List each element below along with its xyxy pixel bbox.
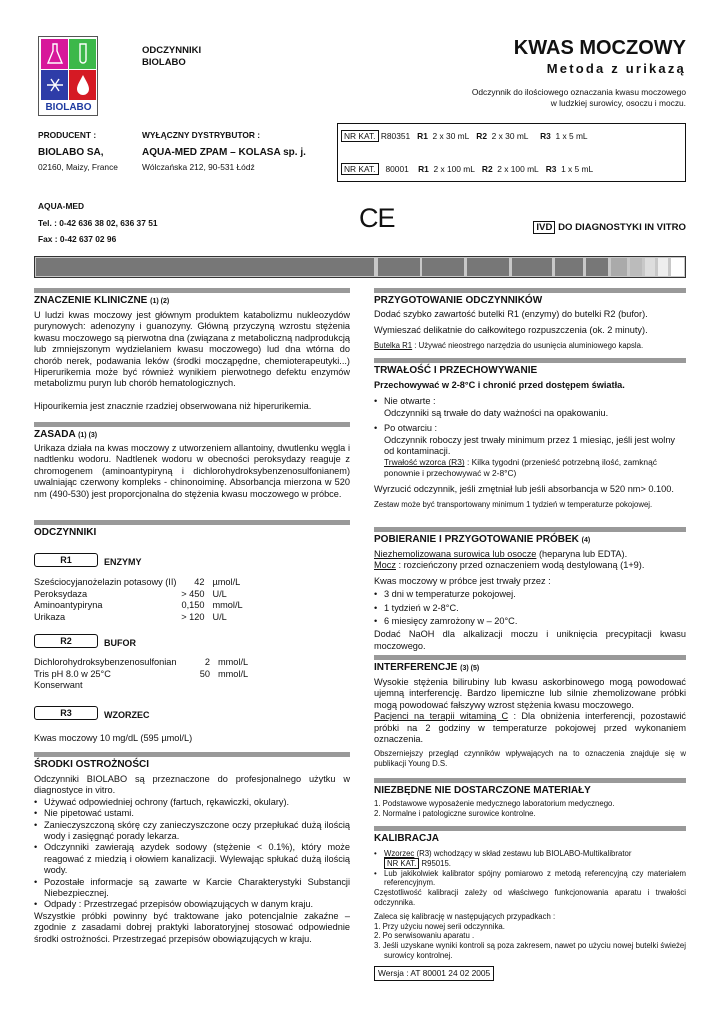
std-label: Wzorzec [384, 849, 415, 858]
cell-value: > 450 [181, 588, 205, 599]
reagents-brand-line2: BIOLABO [142, 57, 186, 68]
bar-segment [586, 258, 608, 276]
table-row [34, 600, 243, 612]
page-subtitle: Metoda z urikazą [546, 61, 686, 76]
unopened-text: Odczynniki są trwałe do daty ważności na opakowaniu. [384, 407, 609, 418]
heading-text: KALIBRACJA [374, 833, 439, 844]
producer-name: BIOLABO SA, [38, 147, 104, 158]
heading-text: ŚRODKI OSTROŻNOŚCI [34, 759, 150, 770]
catalog-r2: R2 [481, 164, 493, 174]
safety-outro: Wszystkie próbki powinny być traktowane jako potencjalnie zakaźne – zgodnie z zasadami dobrej praktyki laboratoryjnej stosować odpowiednie środki ostrożności. Przestrzegać przepisów obowiązujących w kraju. [34, 910, 350, 944]
table-row [34, 657, 248, 669]
biolabo-logo [38, 36, 98, 116]
list-item: • 1 tydzień w 2-8°C. [374, 603, 686, 614]
cell-value: > 120 [181, 611, 205, 622]
bar-segment [658, 258, 668, 276]
stability-transport: Zestaw może być transportowany minimum 1 tydzień w temperaturze pokojowej. [374, 500, 653, 510]
section-calibration-heading [374, 826, 686, 845]
reagent-r3-box: R3 [34, 706, 98, 720]
heading-text: INTERFERENCJE [374, 662, 458, 673]
catalog-r1: R1 [418, 164, 429, 174]
heading-ref: (4) [581, 537, 591, 544]
ce-mark: CE [359, 203, 395, 233]
calibration-cases [374, 922, 686, 961]
catalog-box [337, 123, 686, 182]
bar-segment [645, 258, 655, 276]
reagent-r1-table [34, 577, 243, 623]
table-row [34, 612, 243, 624]
calibrator-nr: R95015. [419, 858, 451, 868]
opened-label: • Po otwarciu : [384, 423, 438, 434]
catalog-r3-vol: 1 x 5 mL [561, 164, 594, 174]
list-item [374, 396, 686, 419]
list-item: • Odpady : Przestrzegać przepisów obowiązujących w danym kraju. [34, 899, 350, 910]
cell-unit: mmol/L [218, 657, 249, 667]
catalog-r2: R2 [476, 131, 488, 141]
stability-list [374, 396, 686, 478]
opened-text: Odczynnik roboczy jest trwały minimum przez 1 miesiąc, jeśli jest wolny od kontaminacji. [384, 434, 676, 457]
bar-segment [378, 258, 420, 276]
heading-ref: (3) (5) [460, 665, 480, 672]
reagent-r1-name: ENZYMY [104, 557, 142, 567]
sampling-list [374, 589, 686, 627]
heading-text: POBIERANIE I PRZYGOTOWANIE PRÓBEK [374, 534, 579, 545]
catalog-row [341, 131, 588, 142]
reagent-r3-text: Kwas moczowy 10 mg/dL (595 µmol/L) [34, 733, 193, 743]
bar-segment [611, 258, 627, 276]
reagent-r1-box: R1 [34, 553, 98, 567]
description-line1: Odczynnik do ilościowego oznaczania kwasu moczowego [471, 87, 686, 97]
table-row [34, 577, 243, 589]
list-item: • Odczynniki zawierają azydek sodowy (stężenie < 0.1%), który może reagować z miedzią i ołowiem kanalizacji. Wylewając spłukać dużą ilością wody. [34, 842, 350, 876]
cell-value: 2 [204, 657, 210, 667]
cell-label: Urikaza [34, 611, 66, 622]
stability-discard: Wyrzucić odczynnik, jeśli zmętniał lub jeśli absorbancja w 520 nm> 0.100. [374, 483, 674, 494]
cell-value [194, 680, 218, 692]
cell-unit: mmol/L [212, 600, 243, 611]
table-row [34, 680, 248, 692]
list-item: • 6 miesięcy zamrożony w – 20°C. [374, 616, 686, 627]
bar-segment [555, 258, 583, 276]
unopened-label: • Nie otwarte : [384, 396, 436, 407]
bar-segment [422, 258, 464, 276]
reagents-brand-line1: ODCZYNNIKI [142, 45, 202, 56]
list-item: 3. Jeśli uzyskane wyniki kontroli są poza zakresem, nawet po użyciu nowej butelki świeżej surowicy kontrolnej. [374, 941, 686, 960]
bar-segment [36, 258, 374, 276]
urine-text: : rozcieńczony przed oznaczeniem wodą destylowaną (1+9). [395, 560, 645, 571]
preparation-text2: Wymieszać delikatnie do całkowitego rozpuszczenia (ok. 2 minuty). [374, 325, 648, 336]
list-item: 2. Normalne i patologiczne surowice kontrolne. [374, 808, 536, 818]
list-item: • Nie pipetować ustami. [34, 808, 350, 819]
section-safety-heading [34, 752, 350, 771]
list-item: • Pozostałe informacje są zawarte w Karcie Charakterystyki Substancji Niebezpiecznej. [34, 877, 350, 900]
test-tube-icon [76, 43, 90, 65]
serum-label: Niezhemolizowana surowica lub osocze [374, 549, 537, 559]
heading-text: NIEZBĘDNE NIE DOSTARCZONE MATERIAŁY [374, 785, 591, 796]
calibration-list [374, 849, 686, 888]
safety-list [34, 797, 350, 911]
preparation-text1: Dodać szybko zawartość butelki R1 (enzymy) do butelki R2 (bufor). [374, 309, 648, 319]
cell-unit: mmol/L [218, 668, 249, 679]
list-item: • 3 dni w temperaturze pokojowej. [374, 589, 686, 600]
interference-text: Wysokie stężenia bilirubiny lub kwasu askorbinowego mogą powodować ujemną interferencję. Bardzo lipemiczne lub silnie zhemolizowane próbki mogą powodować fałszywy wzrost stężenia kwasu moczowego. [374, 677, 686, 710]
catalog-r1: R1 [417, 131, 428, 141]
heading-ref: (1) (2) [150, 298, 170, 305]
section-reagents-heading [34, 520, 350, 539]
distributor-name: AQUA-MED ZPAM – KOLASA sp. j. [142, 147, 306, 158]
cell-value: 50 [199, 668, 210, 679]
standard-stability [384, 457, 686, 478]
heading-ref: (1) (3) [78, 432, 98, 439]
list-item: 2. Po serwisowaniu aparatu . [374, 931, 475, 941]
heading-text: PRZYGOTOWANIE ODCZYNNIKÓW [374, 295, 543, 306]
description-line2: w ludzkiej surowicy, osoczu i moczu. [550, 97, 686, 108]
catalog-r3: R3 [545, 164, 557, 174]
heading-text: ZASADA [34, 429, 76, 440]
urine-label: Mocz [374, 560, 396, 571]
section-interference-heading [374, 655, 686, 675]
section-stability-heading [374, 358, 686, 377]
reagent-r3-name: WZORZEC [104, 710, 150, 720]
catalog-nr-label: NR KAT. [341, 163, 379, 175]
drop-icon [75, 74, 91, 96]
catalog-nr: R80351 [380, 131, 411, 141]
reagent-r2-box: R2 [34, 634, 98, 648]
cell-value: 42 [194, 577, 205, 587]
calibration-recommend: Zaleca się kalibrację w następujących przypadkach : [374, 911, 556, 921]
catalog-r1-vol: 2 x 30 mL [432, 131, 470, 141]
section-materials-heading [374, 778, 686, 797]
cell-label: Tris pH 8.0 w 25°C [34, 668, 111, 679]
cell-label: Aminoantypiryna [34, 600, 103, 611]
standard-text: : Kilka tygodni (przenieść potrzebną ilość, zamknąć ponownie i przechowywać w 2-8°C) [384, 457, 657, 479]
calibration-frequency: Częstotliwość kalibracji zależy od właściwego funkcjonowania aparatu i trwałości odczynnika. [374, 888, 686, 907]
clinical-text2: Hipourikemia jest znacznie rzadziej obserwowana niż hiperurikemia. [34, 401, 312, 411]
clinical-text: U ludzi kwas moczowy jest głównym produktem katabolizmu nukleozydów purynowych: adenozyny i guanozyny. Główną przyczyną wzrostu stężenia kwasu moczowego są pierwotna dna (związana z metaboliczną nadprodukcją lub zmniejszonym wydzielaniem kwasu moczowego) lud dna wtórna do chorób nerek, podawania leków (środki mocząpędne, chemioterapeutyki...) Hiperurikemia może być również wynikiem pierwotnego defektu enzymów metabolizmu puryn lub chorób hematologicznych. [34, 310, 350, 389]
list-item: • Zanieczyszczoną skórę czy zanieczyszczone oczy przepłukać dużą ilością wody i zasięgnąć porady lekarza. [34, 820, 350, 843]
catalog-nr: 80001 [385, 164, 409, 174]
heading-text: TRWAŁOŚĆ I PRZECHOWYWANIE [374, 365, 538, 376]
sampling-urine [374, 560, 686, 571]
cell-label: Peroksydaza [34, 588, 88, 599]
bar-segment [512, 258, 552, 276]
std-text: (R3) wchodzący w skład zestawu lub BIOLABO-Multikalibrator [414, 849, 632, 858]
sampling-naoh: Dodać NaOH dla alkalizacji moczu i uniknięcia precypitacji kwasu moczowego. [374, 629, 686, 651]
list-item [374, 849, 686, 869]
cell-label: Konserwant [34, 680, 83, 691]
cell-unit: µmol/L [212, 577, 241, 587]
cell-label: Sześciocyjanożelazin potasowy (II) [34, 577, 177, 587]
list-item [374, 423, 686, 478]
interference-review: Obszerniejszy przegląd czynników wpływających na to oznaczenia znajduje się w publikacji Young D.S. [374, 749, 686, 769]
contact-fax: Fax : 0-42 637 02 96 [38, 234, 117, 244]
section-preparation-heading [374, 288, 686, 307]
cell-unit: U/L [212, 588, 227, 599]
preparation-note [374, 341, 686, 351]
ivd-text: DO DIAGNOSTYKI IN VITRO [558, 222, 686, 233]
page-title: KWAS MOCZOWY [513, 37, 686, 59]
table-row [34, 669, 248, 681]
bar-segment [671, 258, 684, 276]
catalog-nr-label: NR KAT. [341, 130, 379, 142]
list-item: 1. Podstawowe wyposażenie medycznego laboratorium medycznego. [374, 799, 615, 808]
catalog-r2-vol: 2 x 30 mL [491, 131, 529, 141]
sampling-stable: Kwas moczowy w próbce jest trwały przez : [374, 575, 551, 586]
producer-address: 02160, Maizy, France [38, 162, 118, 172]
distributor-label: WYŁĄCZNY DYSTRYBUTOR : [142, 130, 261, 140]
standard-label: Trwałość wzorca (R3) [384, 457, 465, 468]
principle-text: Urikaza działa na kwas moczowy z utworzeniem allantoiny, dwutlenku węgla i nadtlenku wodoru. Nadtlenek wodoru w obecności peroksydazy reaguje z chromogenem (aminoantypiryną i dichlorohydroksybenzenosulfonianem) uwalniając czerwony kompleks - chinonoiminę. Absorbancja mierzona w 520 nm (490-530) jest proporcjonalna do stężenia kwasu moczowego w próbce. [34, 443, 350, 499]
contact-name: AQUA-MED [38, 201, 85, 211]
section-clinical-heading [34, 288, 350, 308]
list-item: • Lub jakikolwiek kalibrator spójny pomiarowo z metodą referencyjną czy materiałem referencyjnym. [374, 869, 686, 889]
stability-storage: Przechowywać w 2-8°C i chronić przed dostępem światła. [374, 380, 625, 390]
sampling-serum [374, 549, 686, 560]
heading-text: ZNACZENIE KLINICZNE [34, 295, 148, 306]
calibrator-nr-label: NR KAT. [384, 858, 419, 869]
serum-text: (heparyna lub EDTA). [536, 549, 628, 559]
bar-segment [630, 258, 642, 276]
catalog-row [341, 164, 593, 175]
cell-value: 0,150 [181, 600, 205, 611]
table-row [34, 589, 243, 601]
list-item: • Używać odpowiedniej ochrony (fartuch, rękawiczki, okulary). [34, 797, 350, 808]
catalog-r3: R3 [540, 131, 551, 141]
heading-text: ODCZYNNIKI [34, 527, 97, 538]
cell-unit: U/L [212, 611, 227, 622]
cell-label: Dichlorohydroksybenzenosulfonian [34, 657, 177, 667]
molecule-icon [45, 75, 65, 95]
interference-patients [374, 711, 686, 745]
logo-text: BIOLABO [45, 102, 92, 113]
section-sampling-heading [374, 527, 686, 547]
version-label: Wersja : AT 80001 24 02 2005 [374, 966, 494, 981]
bar-segment [467, 258, 509, 276]
reagent-r2-name: BUFOR [104, 638, 136, 648]
cell-unit [218, 680, 248, 692]
patients-label: Pacjenci na terapii witaminą C [374, 711, 509, 722]
catalog-r1-vol: 2 x 100 mL [433, 164, 475, 174]
contact-tel: Tel. : 0-42 636 38 02, 636 37 51 [38, 217, 158, 228]
ivd-badge: IVD [533, 221, 555, 234]
producer-label: PRODUCENT : [38, 130, 97, 140]
safety-intro: Odczynniki BIOLABO są przeznaczone do profesjonalnego użytku w diagnostyce in vitro. [34, 774, 350, 796]
section-principle-heading [34, 422, 350, 442]
reagent-r2-table [34, 657, 248, 692]
note-text: : Używać nieostrego narzędzia do usunięcia aluminiowego kapsla. [412, 340, 644, 350]
flask-icon [47, 43, 63, 65]
note-label: Butelka R1 [374, 340, 413, 350]
catalog-r3-vol: 1 x 5 mL [555, 131, 588, 141]
catalog-r2-vol: 2 x 100 mL [497, 164, 539, 174]
patients-text: : Dla obniżenia interferencji, pozostawić próbki na 2 godziny w temperaturze pokojowej przed wykonaniem oznaczenia. [374, 711, 686, 745]
list-item: 1. Przy użyciu nowej serii odczynnika. [374, 921, 505, 931]
distributor-address: Wólczańska 212, 90-531 Łódź [142, 162, 255, 172]
